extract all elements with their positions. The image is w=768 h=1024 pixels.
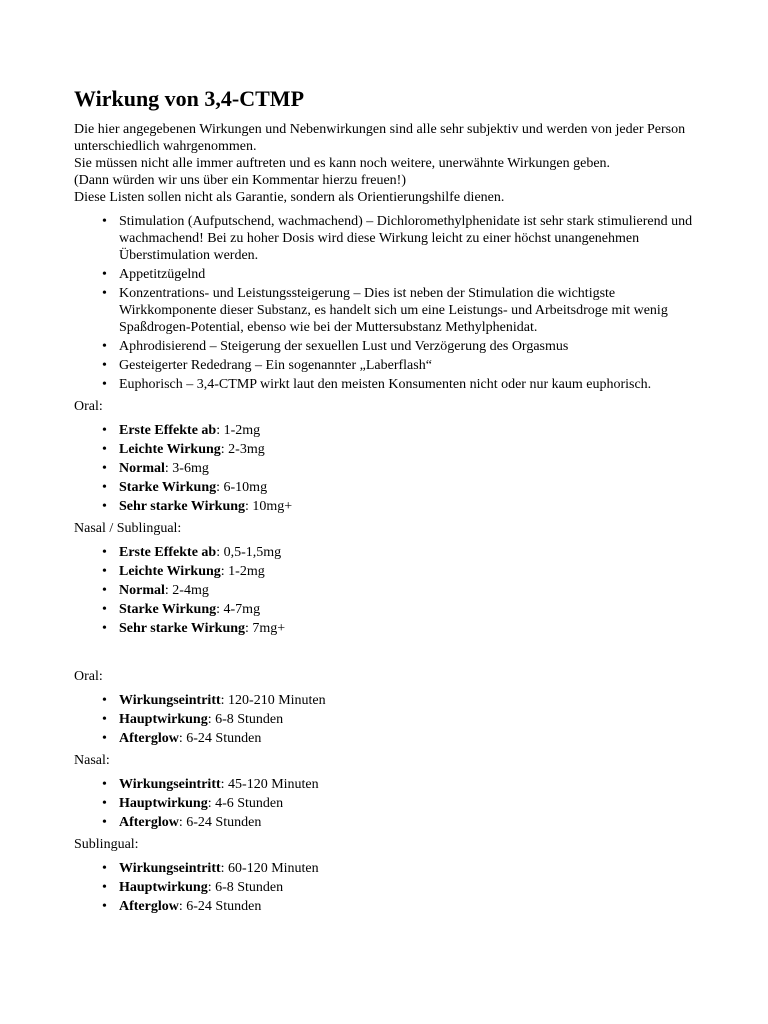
duration-term: Wirkungseintritt (119, 777, 221, 792)
duration-oral-list (74, 692, 694, 747)
list-item (119, 879, 694, 896)
dosage-oral-list (74, 422, 694, 515)
dose-term: Erste Effekte ab (119, 545, 217, 560)
dose-term: Leichte Wirkung (119, 442, 221, 457)
document-content (74, 86, 694, 920)
duration-value: : 45-120 Minuten (220, 777, 319, 792)
intro-line: Die hier angegebenen Wirkungen und Nebenwirkungen sind alle sehr subjektiv und werden von jeder Person unterschiedlich wahrgenommen. (74, 122, 686, 154)
dose-term: Starke Wirkung (119, 602, 217, 617)
list-item (119, 460, 694, 477)
duration-term: Hauptwirkung (119, 880, 208, 895)
duration-value: : 6-24 Stunden (178, 899, 262, 914)
list-item (119, 441, 694, 458)
effect-item: • Appetitzügelnd (119, 266, 694, 283)
duration-value: : 60-120 Minuten (220, 861, 319, 876)
effect-item: • Gesteigerter Rededrang – Ein sogenannter „Laberflash“ (119, 357, 694, 374)
list-item (119, 730, 694, 747)
dose-value: : 3-6mg (164, 461, 209, 476)
dose-term: Normal (119, 461, 165, 476)
duration-nasal-list (74, 776, 694, 831)
duration-value: : 6-24 Stunden (178, 815, 262, 830)
list-item (119, 479, 694, 496)
duration-term: Wirkungseintritt (119, 861, 221, 876)
dosage-oral-label: Oral: (74, 399, 103, 414)
list-item (119, 692, 694, 709)
list-item (119, 498, 694, 515)
dose-value: : 2-3mg (220, 442, 265, 457)
dosage-nasal-label: Nasal / Sublingual: (74, 521, 182, 536)
duration-term: Afterglow (119, 731, 179, 746)
dose-value: : 6-10mg (216, 480, 268, 495)
dose-term: Sehr starke Wirkung (119, 621, 246, 636)
list-item (119, 795, 694, 812)
list-item (119, 563, 694, 580)
dose-value: : 2-4mg (164, 583, 209, 598)
effect-item: • Stimulation (Aufputschend, wachmachend) – Dichloromethylphenidate ist sehr stark stimulierend und wachmachend! Bei zu hoher Dosis wird diese Wirkung leicht zu einer höchst unangenehmen Überstimulation werden. (119, 213, 694, 264)
duration-sublingual-label: Sublingual: (74, 837, 139, 852)
duration-term: Hauptwirkung (119, 712, 208, 727)
dose-value: : 0,5-1,5mg (216, 545, 282, 560)
effect-item: • Konzentrations- und Leistungssteigerung – Dies ist neben der Stimulation die wichtigste Wirkkomponente dieser Substanz, es handelt sich um eine Leistungs- und Arbeitsdroge mit wenig Spaßdrogen-Potential, ebenso wie bei der Muttersubstanz Methylphenidat. (119, 285, 694, 336)
duration-term: Hauptwirkung (119, 796, 208, 811)
duration-oral-label: Oral: (74, 669, 103, 684)
effects-list (74, 213, 694, 393)
effect-item: • Euphorisch – 3,4-CTMP wirkt laut den meisten Konsumenten nicht oder nur kaum euphorisch. (119, 376, 694, 393)
list-item (119, 898, 694, 915)
duration-value: : 6-8 Stunden (207, 712, 284, 727)
list-item (119, 711, 694, 728)
list-item (119, 422, 694, 439)
list-item (119, 620, 694, 637)
duration-value: : 6-24 Stunden (178, 731, 262, 746)
dose-term: Normal (119, 583, 165, 598)
duration-term: Afterglow (119, 815, 179, 830)
list-item (119, 582, 694, 599)
duration-value: : 4-6 Stunden (207, 796, 284, 811)
dose-value: : 10mg+ (245, 499, 293, 514)
duration-sublingual-list (74, 860, 694, 915)
dosage-nasal-list (74, 544, 694, 637)
duration-value: : 6-8 Stunden (207, 880, 284, 895)
intro-line: Sie müssen nicht alle immer auftreten und es kann noch weitere, unerwähnte Wirkungen geben. (74, 156, 611, 171)
duration-value: : 120-210 Minuten (220, 693, 326, 708)
dose-value: : 1-2mg (216, 423, 261, 438)
page-title: Wirkung von 3,4-CTMP (74, 86, 305, 111)
list-item (119, 814, 694, 831)
duration-term: Afterglow (119, 899, 179, 914)
duration-nasal-label: Nasal: (74, 753, 110, 768)
dose-value: : 7mg+ (245, 621, 286, 636)
dose-term: Starke Wirkung (119, 480, 217, 495)
list-item (119, 601, 694, 618)
list-item (119, 776, 694, 793)
list-item (119, 860, 694, 877)
dose-value: : 1-2mg (220, 564, 265, 579)
intro-line: Diese Listen sollen nicht als Garantie, sondern als Orientierungshilfe dienen. (74, 190, 505, 205)
intro-line: (Dann würden wir uns über ein Kommentar hierzu freuen!) (74, 173, 406, 188)
duration-term: Wirkungseintritt (119, 693, 221, 708)
dose-term: Sehr starke Wirkung (119, 499, 246, 514)
intro-text (74, 121, 694, 206)
dose-term: Leichte Wirkung (119, 564, 221, 579)
list-item (119, 544, 694, 561)
section-spacer (74, 642, 694, 668)
dose-value: : 4-7mg (216, 602, 261, 617)
effect-item: • Aphrodisierend – Steigerung der sexuellen Lust und Verzögerung des Orgasmus (119, 338, 694, 355)
dose-term: Erste Effekte ab (119, 423, 217, 438)
